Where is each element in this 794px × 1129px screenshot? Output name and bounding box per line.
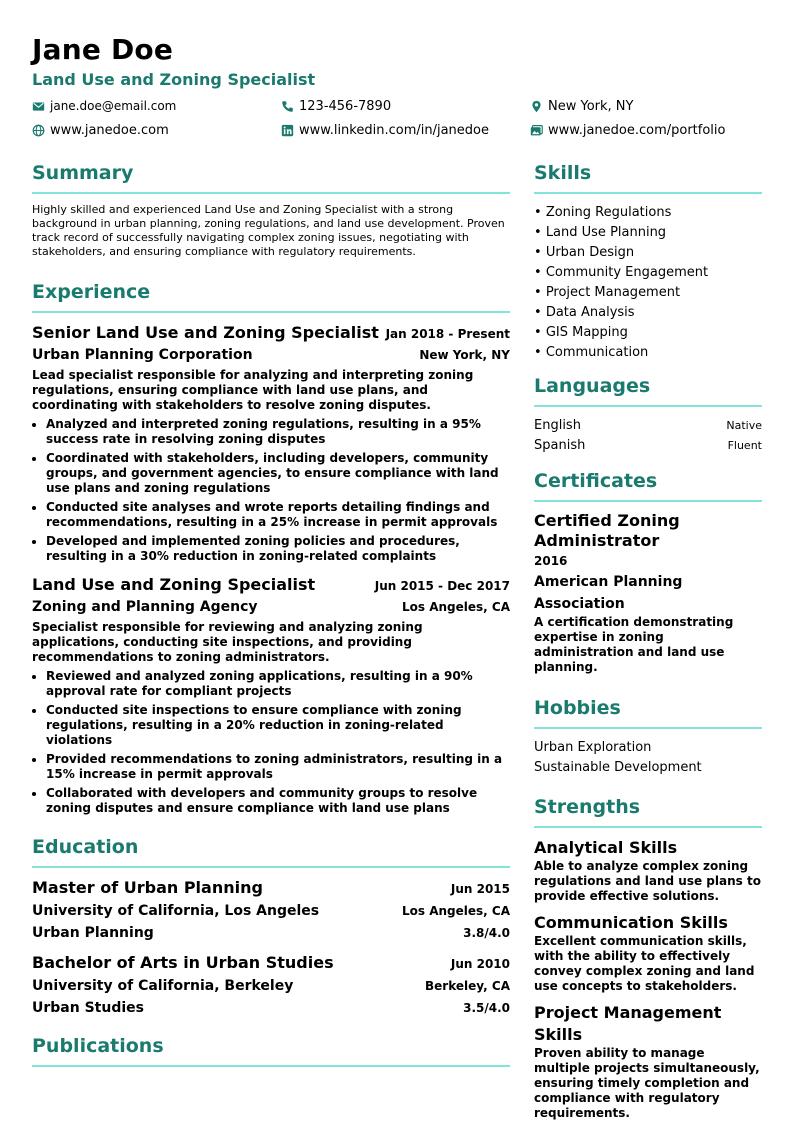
location-text: New York, NY [548,98,634,114]
achievement-item: • Developed and implemented zoning policies and procedures, resulting in a 30% reduction in zoning-related complaints [46,534,510,564]
languages-heading: Languages [534,371,762,407]
phone-icon [281,100,294,113]
school-location: Berkeley, CA [425,979,510,993]
job-achievements [32,417,510,564]
job-description: Lead specialist responsible for analyzing and interpreting zoning regulations, ensuring compliance with land use plans, and coordinating with stakeholders to resolve zoning disputes. [32,368,474,412]
contact-website[interactable] [32,120,281,140]
school-location: Los Angeles, CA [402,904,510,918]
right-column [534,158,762,1129]
contact-portfolio[interactable] [530,120,762,140]
language-level: Fluent [727,439,762,452]
achievement-item: • Conducted site inspections to ensure compliance with zoning regulations, resulting in a 20% reduction in zoning-related violations [46,703,510,748]
portfolio-text: www.janedoe.com/portfolio [548,122,726,138]
job-title: Senior Land Use and Zoning Specialist [32,323,379,342]
job-location: Los Angeles, CA [402,600,510,614]
strength-description: Excellent communication skills, with the ability to effectively convey complex zoning and land use concepts to stakeholders. [534,934,755,993]
job-title: Land Use and Zoning Specialist [32,575,316,594]
degree-name: Bachelor of Arts in Urban Studies [32,953,334,972]
contact-phone[interactable] [281,96,530,116]
job-dates: Jan 2018 - Present [385,327,510,341]
skill-item: • Land Use Planning [534,223,762,243]
language-name: Spanish [534,438,586,453]
achievement-item: • Provided recommendations to zoning administrators, resulting in a 15% increase in permit approvals [46,752,510,782]
graduation-date: Jun 2015 [450,882,510,896]
achievement-item: • Conducted site analyses and wrote reports detailing findings and recommendations, resulting in a 25% increase in permit approvals [46,500,510,530]
skill-item: • Community Engagement [534,263,762,283]
linkedin-text: www.linkedin.com/in/janedoe [299,122,489,138]
achievement-item: • Coordinated with stakeholders, including developers, community groups, and government agencies, to ensure compliance with land use plans and zoning regulations [46,451,510,496]
certificate-year: 2016 [534,554,568,568]
summary-heading: Summary [32,158,510,194]
field-of-study: Urban Studies [32,1000,144,1016]
phone-text: 123-456-7890 [299,98,392,114]
company-name: Urban Planning Corporation [32,347,253,363]
education-entry [32,952,510,1019]
experience-entry [32,574,510,816]
contact-email[interactable] [32,96,281,116]
degree-name: Master of Urban Planning [32,878,263,897]
achievement-item: • Reviewed and analyzed zoning applications, resulting in a 90% approval rate for compliant projects [46,669,510,699]
certificate-description: A certification demonstrating expertise in zoning administration and land use planning. [534,615,734,674]
skills-list [534,203,762,363]
email-text: jane.doe@email.com [50,99,177,113]
school-name: University of California, Los Angeles [32,903,320,919]
graduation-date: Jun 2010 [450,957,510,971]
email-icon [32,100,45,113]
certificate-name: Certified Zoning Administrator [534,511,680,550]
left-column [32,158,510,1076]
linkedin-icon [281,124,294,137]
hobby-item: Sustainable Development [534,760,702,775]
skill-item: • Project Management [534,283,762,303]
school-name: University of California, Berkeley [32,978,294,994]
strength-title: Analytical Skills [534,838,678,857]
candidate-title: Land Use and Zoning Specialist [32,70,316,89]
company-name: Zoning and Planning Agency [32,599,258,615]
portfolio-icon [530,124,543,137]
location-pin-icon [530,100,543,113]
job-description: Specialist responsible for reviewing and analyzing zoning applications, conducting site inspections, and providing recommendations to zoning administrators. [32,620,423,664]
achievement-item: • Collaborated with developers and community groups to resolve zoning disputes and ensure compliance with land use plans [46,786,510,816]
language-item [534,416,762,436]
gpa: 3.5/4.0 [463,1001,510,1015]
skill-item: • Zoning Regulations [534,203,762,223]
language-item [534,436,762,456]
contact-info [32,96,762,140]
job-dates: Jun 2015 - Dec 2017 [374,579,510,593]
experience-heading: Experience [32,277,510,313]
skill-item: • Communication [534,343,762,363]
gpa: 3.8/4.0 [463,926,510,940]
skills-heading: Skills [534,158,762,194]
experience-entry [32,322,510,564]
candidate-name: Jane Doe [32,33,174,66]
strength-title: Project Management Skills [534,1003,722,1044]
language-name: English [534,418,581,433]
strengths-heading: Strengths [534,792,762,828]
strength-description: Able to analyze complex zoning regulations and land use plans to provide effective solutions. [534,859,761,903]
website-text: www.janedoe.com [50,122,169,138]
achievement-item: • Analyzed and interpreted zoning regulations, resulting in a 95% success rate in resolving zoning disputes [46,417,510,447]
summary-text: Highly skilled and experienced Land Use and Zoning Specialist with a strong background in urban planning, zoning regulations, and land use development. Proven track record of successfully navigating complex zoning issues, negotiating with stakeholders, and ensuring compliance with regulatory requirements. [32,203,505,258]
skill-item: • Data Analysis [534,303,762,323]
skill-item: • Urban Design [534,243,762,263]
strength-title: Communication Skills [534,913,728,932]
contact-linkedin[interactable] [281,120,530,140]
job-achievements [32,669,510,816]
publications-heading: Publications [32,1031,510,1067]
contact-location [530,96,762,116]
certificate-issuer: American Planning Association [534,574,683,612]
education-heading: Education [32,832,510,868]
job-location: New York, NY [419,348,510,362]
field-of-study: Urban Planning [32,925,154,941]
hobbies-heading: Hobbies [534,693,762,729]
skill-item: • GIS Mapping [534,323,762,343]
resume-header [32,30,762,140]
strength-description: Proven ability to manage multiple projects simultaneously, ensuring timely completion and compliance with regulatory requirements. [534,1046,760,1120]
education-entry [32,877,510,944]
globe-icon [32,124,45,137]
hobby-item: Urban Exploration [534,740,652,755]
language-level: Native [726,419,762,432]
certificates-heading: Certificates [534,466,762,502]
